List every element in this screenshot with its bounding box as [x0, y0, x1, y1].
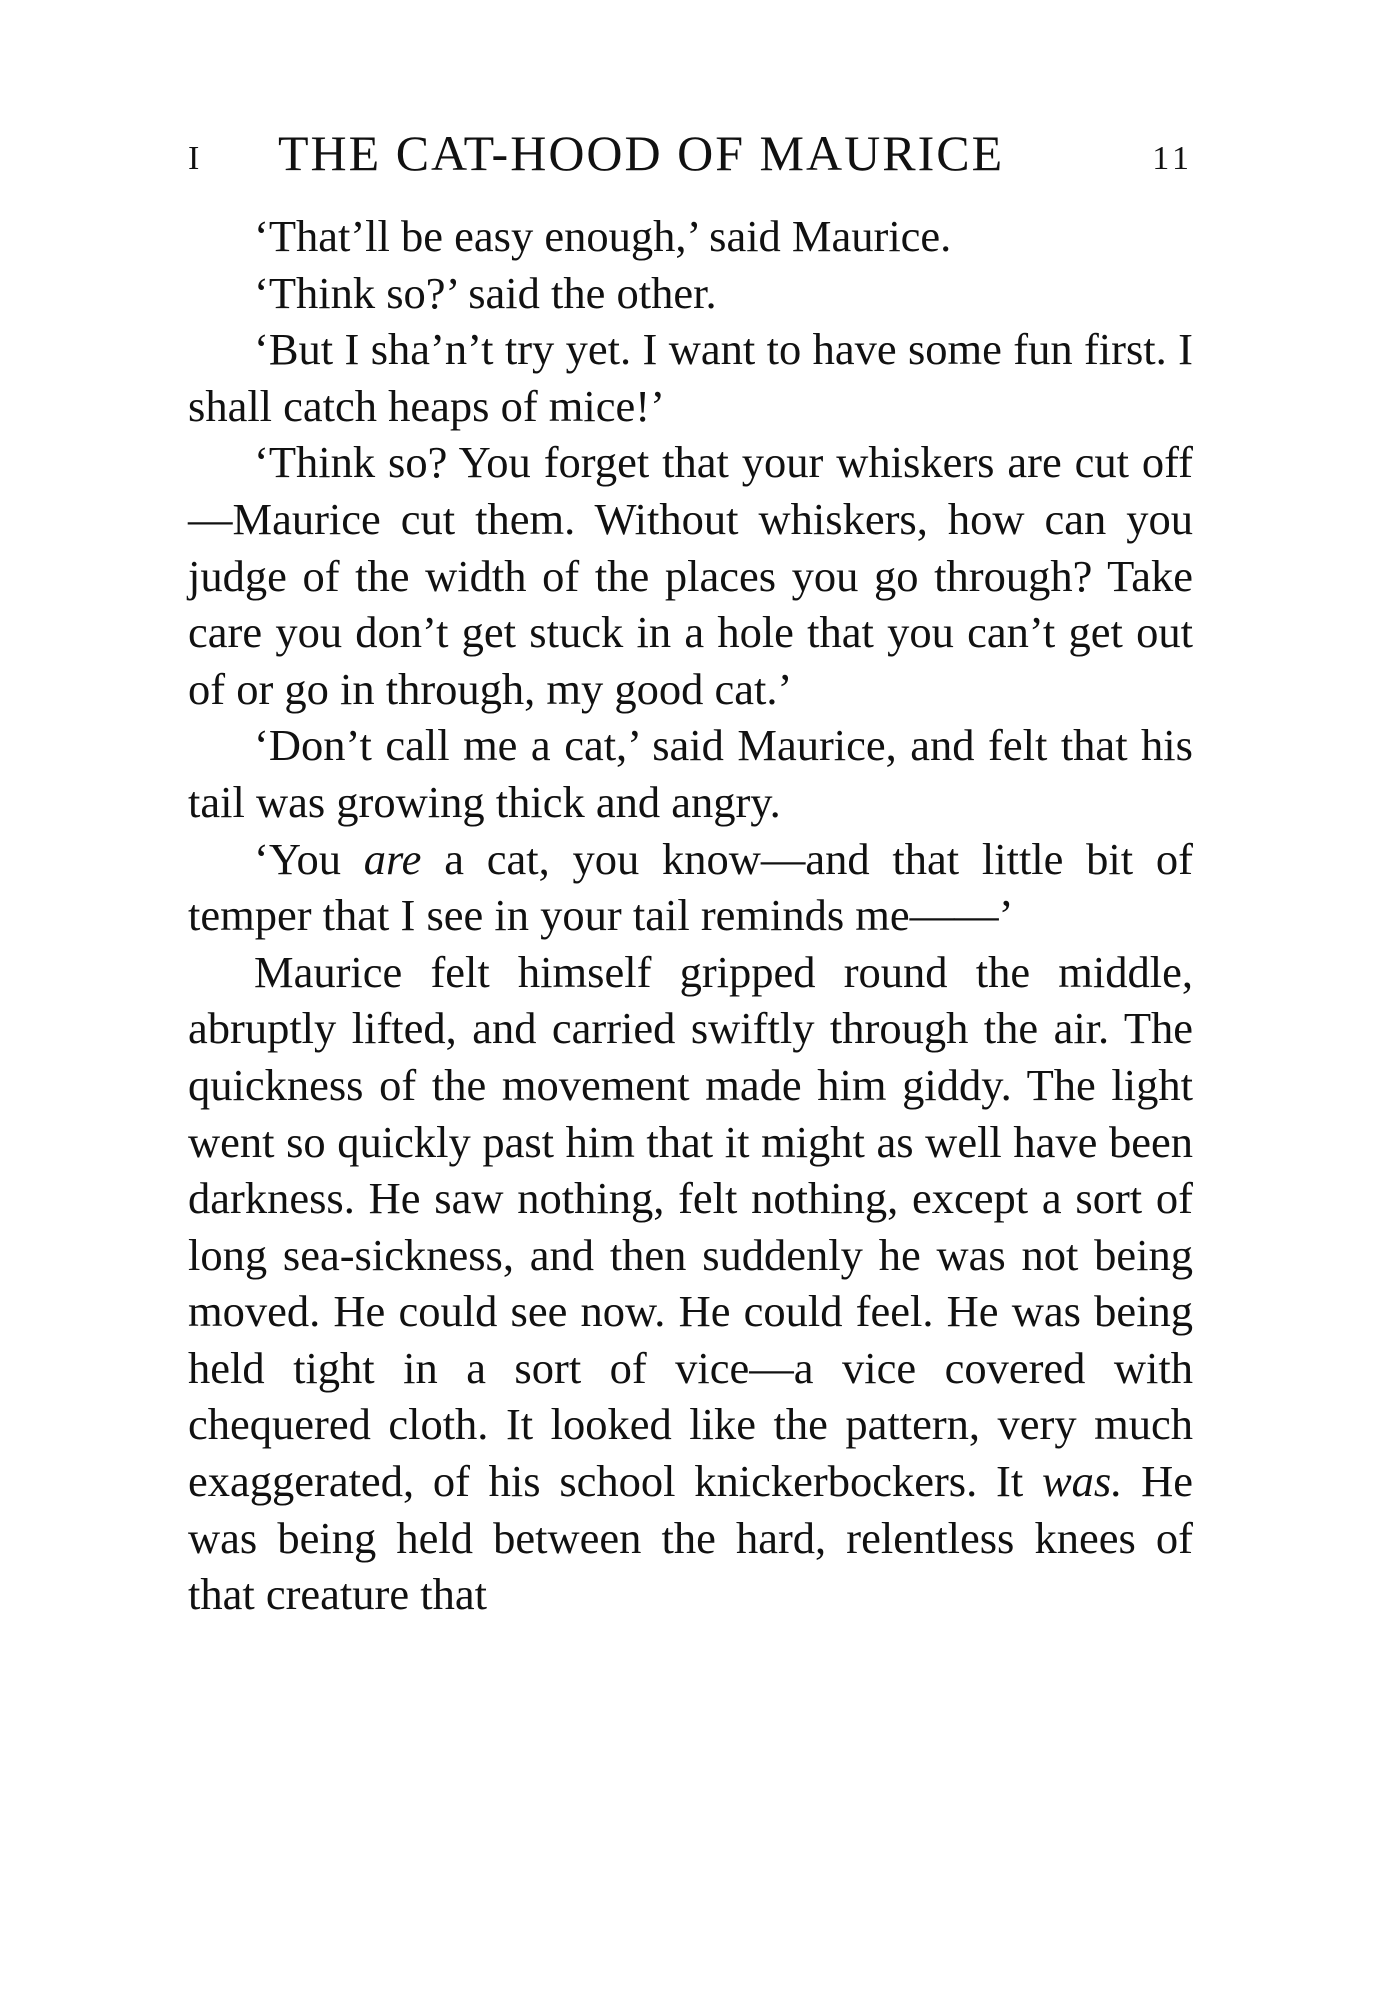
text-run: ‘You	[254, 833, 364, 884]
chapter-number: I	[188, 140, 202, 177]
text-run: ‘That’ll be easy enough,’ said Maurice.	[254, 211, 952, 261]
paragraph	[188, 944, 1193, 1623]
emphasis-text: are	[363, 833, 422, 884]
text-run: ‘Think so? You forget that your whiskers are cut off—Maurice cut them. Without whiskers, how can you judge of the width of the places you go through? Take care you don’t get stuck in a hole that you can’t get out of or go in through, my good cat.’	[188, 437, 1193, 714]
running-head	[188, 118, 1193, 188]
running-title: THE CAT-HOOD OF MAURICE	[278, 125, 1005, 181]
paragraph	[188, 434, 1193, 717]
text-run: a cat, you know—and that little bit of temper that I see in your tail reminds me——’	[188, 833, 1193, 941]
text-run: ‘Don’t call me a cat,’ said Maurice, and felt that his tail was growing thick and angry.	[188, 720, 1193, 827]
text-run: ‘Think so?’ said the other.	[254, 267, 717, 318]
paragraph	[188, 321, 1193, 434]
paragraph	[188, 208, 1193, 265]
body-text	[188, 208, 1193, 1623]
text-run: ‘But I sha’n’t try yet. I want to have some fun first. I shall catch heaps of mice!’	[188, 324, 1193, 431]
paragraph	[188, 265, 1193, 322]
paragraph	[188, 717, 1193, 830]
text-run: Maurice felt himself gripped round the middle, abruptly lifted, and carried swiftly through the air. The quickness of the movement made him giddy. The light went so quickly past him that it might as well have been darkness. He saw nothing, felt nothing, except a sort of long sea-sickness, and then suddenly he was not being moved. He could see now. He could feel. He was being held tight in a sort of vice—a vice covered with chequered cloth. It looked like the pattern, very much exaggerated, of his school knickerbockers. It	[188, 946, 1193, 1507]
text-run: He was being held between the hard, relentless knees of that creature that	[188, 1456, 1193, 1620]
emphasis-text: was.	[1041, 1456, 1123, 1507]
page-number: 11	[1152, 140, 1193, 177]
paragraph	[188, 831, 1193, 944]
